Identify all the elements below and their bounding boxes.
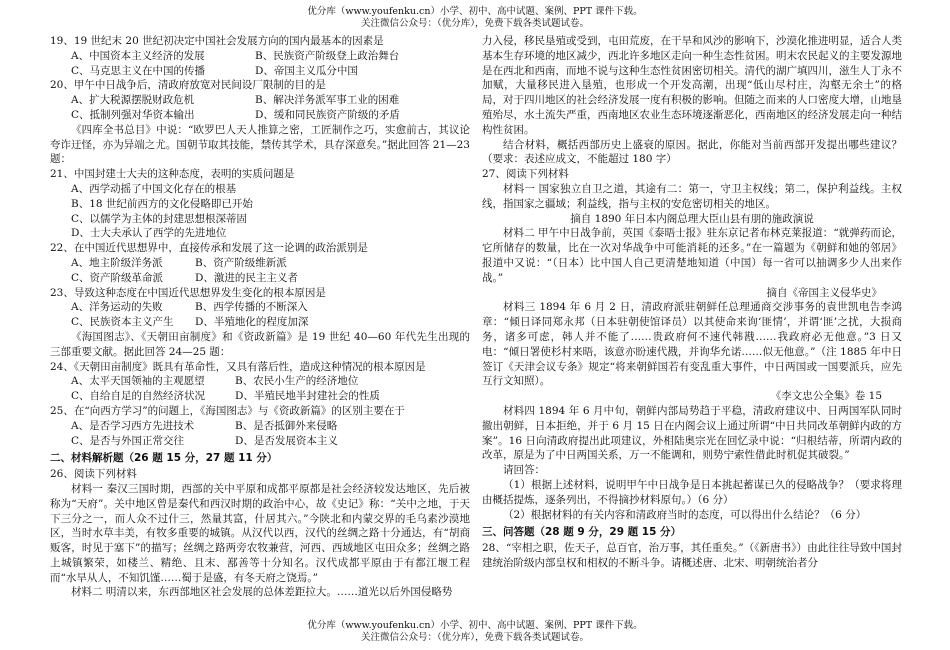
option: A、太平天国领袖的主观愿望 [71, 375, 205, 388]
option: A、地主阶级洋务派 [71, 256, 163, 269]
option: C、以儒学为主体的封建思想根深蒂固 [71, 212, 248, 225]
option: C、抵制列强对华资本输出 [71, 108, 195, 121]
option: D、激进的民主主义者 [195, 271, 298, 284]
question-19: 19、19 世纪末 20 世纪初决定中国社会发展方向的国内最基本的因素是 [50, 35, 384, 47]
q27-material-4: 材料四 1894 年 6 月中旬，朝鲜内部局势趋于平稳，清政府建议中、日两国军队同时撤出朝鲜，日本拒绝，并于 6 月 15 日在内阁会议上通过所谓“中日共同改革朝鲜内政的方案”。16 日向清政府提出此项建议，外相陆奥宗光在回忆录中说：“归根结蒂，所谓内政的改革，原是为了中日两国关系，万一不能调和，则势宁索性借此时机促其破裂。” [482, 404, 902, 462]
option: B、资产阶级维新派 [195, 256, 287, 269]
q27-material-1: 材料一 国家独立自卫之道，其途有二：第一，守卫主权线；第二，保护利益线。主权线，指国家之疆域；利益线，指与主权的安危密切相关的地区。 [482, 182, 902, 210]
header-line-1: 优分库（www.youfenku.cn）小学、初中、高中试题、案例、PPT 课件下载。 [307, 6, 643, 17]
option: C、是否与外国正常交往 [71, 434, 185, 447]
question-28: 28、“宰相之职，佐天子，总百官，治万事，其任重矣。”（《新唐书》）由此往往导致中国封建统治阶级内部皇权和相权的不断斗争。请概述唐、北宋、明朝统治者分 [482, 542, 902, 569]
option: D、帝国主义瓜分中国 [255, 64, 358, 77]
q27-source-3: 《李文忠公全集》卷 15 [770, 390, 882, 403]
material-2: 材料二 明清以来，东西部地区社会发展的总体差距拉大。……道光以后外国侵略势 [71, 586, 453, 599]
passage-24: 《海国图志》、《天朝田亩制度》和《资政新篇》是 19 世纪 40—60 年代先生出现的三部重要文献。据此回答 24—25 题： [50, 330, 470, 358]
option: B、是否抵御外来侵略 [235, 419, 338, 432]
material-2-continued: 力入侵，移民垦殖或受到，屯田荒废，在干旱和风沙的影响下，沙漠化推进明显，适合人类基本生存环境的地区减少，西北许多地区走向一种生态性贫困。明末农民起义的主要发源地是在西北和西南，而地不说与这种生态性贫困密切相关。清代的湖广填四川，滋生人丁永不加赋，大量移民进入垦殖，也形成一个开发高潮，出现“低山尽村庄，沟壑无余土”的格局，对于四川地区的社会经济发展一度有积极的影响。但随之而来的人口密度大增，山地垦殖殆尽，水土流失严重，西南地区农业生态环境逐渐恶化，西南地区的经济发展走向一种结构性贫困。 [482, 35, 902, 136]
option: B、解决洋务派军事工业的困难 [255, 94, 400, 107]
option: D、半殖地化的程度加深 [195, 316, 309, 329]
section-2-heading: 二、材料解析题（26 题 15 分，27 题 11 分） [50, 452, 278, 465]
q27-material-2: 材料二 甲午中日战争前，英国《泰晤士报》驻东京记者布林克莱报道：“就弹药而论，它所储存的数量，比在一次对华战争中可能消耗的还多。”在一篇题为《朝鲜和她的邻居》报道中又说：“（日本）比中国人自己更清楚地知道（中国）每一省可以抽调多少人出来作战。” [482, 227, 902, 284]
option: C、自给自足的自然经济状况 [71, 390, 206, 403]
question-24-options [50, 374, 470, 404]
question-21: 21、中国封建士大夫的这种态度，表明的实质问题是 [50, 168, 295, 181]
page-footer [0, 620, 950, 644]
option: D、半殖民地半封建社会的性质 [235, 390, 380, 403]
option: A、洋务运动的失败 [71, 301, 163, 314]
option: C、马克思主义在中国的传播 [71, 64, 206, 77]
question-20-options [50, 93, 470, 123]
question-27: 27、阅读下列材料 [482, 168, 569, 181]
option: A、扩大税源摆脱财政危机 [71, 94, 195, 107]
option: C、民族资本主义产生 [71, 316, 174, 329]
q27-source-1: 摘自 1890 年日本内阁总理大臣山县有朋的施政演说 [570, 212, 814, 225]
question-22: 22、在中国近代思想界中，直接传承和发展了这一论调的政治派别是 [50, 242, 368, 255]
question-20: 20、甲午中日战争后，清政府放宽对民间设厂限制的目的是 [50, 79, 326, 92]
passage-21: 《四库全书总目》中说：“欧罗巴人天人推算之密，工匠制作之巧，实愈前古，其议论夸诈迂怪，亦为异端之尤。国朝节取其技能，禁传其学术，具存深意矣。”据此回答 21—23题： [50, 123, 470, 166]
option: B、农民小生产的经济地位 [235, 375, 359, 388]
question-23: 23、导致这种态度在中国近代思想界发生变化的根本原因是 [50, 286, 326, 299]
footer-line-1: 优分库（www.youfenku.cn）小学、初中、高中试题、案例、PPT 课件下载。 [307, 620, 643, 631]
header-line-2: 关注微信公众号：（优分库），免费下载各类试题试卷。 [360, 18, 589, 29]
q27-sub-1: （1）根据上述材料，说明甲午中日战争是日本挑起蓄谋已久的侵略战争？（要求将理由概括提炼，逐条列出，不得摘抄材料原句。）（6 分） [482, 478, 902, 506]
option: D、缓和同民族资产阶级的矛盾 [255, 108, 400, 121]
question-24: 24、《天朝田亩制度》既具有革命性，又具有落后性，造成这种情况的根本原因是 [50, 360, 426, 373]
left-column [50, 34, 470, 616]
option: B、民族资产阶级登上政治舞台 [255, 49, 400, 62]
option: B、18 世纪前西方的文化侵略即已开始 [71, 197, 253, 210]
question-25-options [50, 419, 470, 449]
right-column [482, 34, 902, 616]
option: D、士大夫承认了西学的先进地位 [71, 227, 227, 240]
question-22-options [50, 256, 470, 286]
question-19-options [50, 49, 470, 79]
q27-material-3: 材料三 1894 年 6 月 2 日，清政府派驻朝鲜任总理通商交涉事务的袁世凯电告李鸿章：“倾日译同郑永邦（日本驻朝使馆译员）以其使命来询‘匪情’，并谓‘匪’之扰，大损商务，诸多可虑，韩人并不能了……贵政府何不速代韩戡……我政府必无他意。”3 日又电：“倾日署使杉村来晤，该意亦盼速代戡，并询华允诺……似无他意。”（注 1885 年中日签订《天津会议专条》规定“将来朝鲜国若有变乱重大事件，中日两国或一国要派兵，应先互行文知照）。 [482, 301, 902, 388]
q27-source-2: 摘自《帝国主义侵华史》 [766, 286, 882, 299]
option: A、西学动摇了中国文化存在的根基 [71, 182, 237, 195]
question-25: 25、在“向西方学习”的问题上，《海国图志》与《资政新篇》的区别主要在于 [50, 404, 405, 417]
question-21-options [50, 182, 470, 241]
q27-sub-2: （2）根据材料的有关内容和清政府当时的态度，可以得出什么结论？（6 分） [503, 508, 867, 521]
option: C、资产阶级革命派 [71, 271, 164, 284]
section-3-heading: 三、问答题（28 题 9 分，29 题 15 分） [482, 526, 682, 539]
option: A、中国资本主义经济的发展 [71, 49, 205, 62]
material-1: 材料一 秦汉三国时期，西部的关中平原和成都平原都是社会经济较发达地区，先后被称为“天府”。关中地区曾是秦代和西汉时期的政治中心，故《史记》称：“关中之地，于天下三分之一，而人众不过什三，然量其富，什居其六。”今陕北和内蒙交界的毛乌素沙漠地区，当时水草丰美，有牧多重要的城镇。从汉代以西，汉代的丝绸之路十分通达，有“胡商贩客，时见于塞下”的描写；丝绸之路两旁农牧兼营，河西、西域地区屯田众多；丝绸之路上城镇繁荣，如楼兰、精绝、且末、鄯善等十分知名。汉代成都平原由于有都江堰工程而“水旱从人，不知饥馑……蜀于是盛，有冬天府之饶焉。” [50, 482, 470, 584]
question-26-task: 结合材料，概括西部历史上盛衰的原因。据此，你能对当前西部开发提出哪些建议？（要求：表述应成文，不能超过 180 字） [482, 138, 902, 166]
q27-ask: 请回答： [503, 464, 545, 477]
page-header [0, 6, 950, 30]
option: A、是否学习西方先进技术 [71, 419, 195, 432]
footer-line-2: 关注微信公众号：（优分库），免费下载各类试题试卷。 [360, 632, 589, 643]
question-23-options [50, 300, 470, 330]
question-26: 26、阅读下列材料 [50, 468, 137, 481]
option: D、是否发展资本主义 [235, 434, 338, 447]
option: B、西学传播的不断深入 [195, 301, 308, 314]
